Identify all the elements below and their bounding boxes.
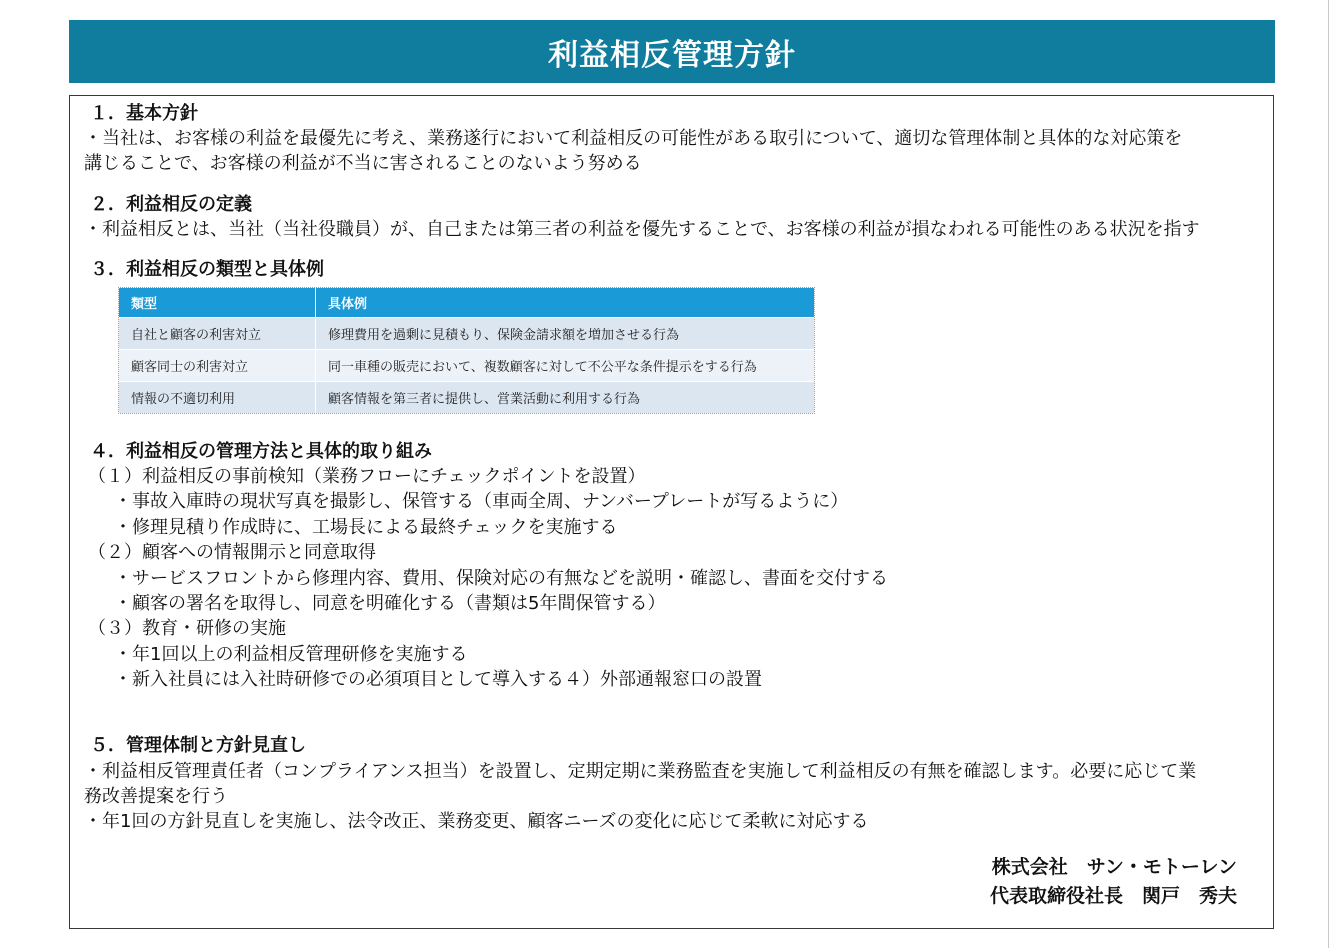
page-title: 利益相反管理方針	[69, 20, 1275, 83]
section-4-subheading: （３）教育・研修の実施	[88, 618, 286, 639]
section-1-heading: １．基本方針	[90, 103, 198, 124]
section-1-line: 講じることで、お客様の利益が不当に害されることのないよう努める	[84, 153, 642, 174]
section-5-heading: ５．管理体制と方針見直し	[90, 735, 306, 756]
table-row	[119, 381, 814, 413]
section-2-heading: ２．利益相反の定義	[90, 194, 252, 215]
signature-representative: 代表取締役社長 関戸 秀夫	[989, 885, 1237, 907]
table-header-row	[119, 288, 814, 317]
table-row	[119, 317, 814, 349]
table-cell-type: 顧客同士の利害対立	[119, 350, 316, 381]
table-cell-type: 自社と顧客の利害対立	[119, 318, 316, 349]
table-cell-type: 情報の不適切利用	[119, 382, 316, 413]
section-4-bullet: ・新入社員には入社時研修での必須項目として導入する４）外部通報窓口の設置	[114, 669, 762, 690]
section-4-subheading: （１）利益相反の事前検知（業務フローにチェックポイントを設置）	[88, 466, 646, 487]
table-header-type: 類型	[119, 288, 316, 317]
section-5-line: ・年1回の方針見直しを実施し、法令改正、業務変更、顧客ニーズの変化に応じて柔軟に対応する	[84, 811, 869, 832]
table-row	[119, 349, 814, 381]
table-header-example: 具体例	[328, 297, 368, 312]
section-4-heading: ４．利益相反の管理方法と具体的取り組み	[90, 441, 432, 462]
section-5-line: ・利益相反管理責任者（コンプライアンス担当）を設置し、定期定期に業務監査を実施して利益相反の有無を確認します。必要に応じて業	[84, 761, 1197, 782]
section-4-bullet: ・事故入庫時の現状写真を撮影し、保管する（車両全周、ナンバープレートが写るように）	[114, 491, 849, 512]
section-4-bullet: ・サービスフロントから修理内容、費用、保険対応の有無などを説明・確認し、書面を交付する	[114, 568, 888, 589]
section-4-bullet: ・顧客の署名を取得し、同意を明確化する（書類は5年間保管する）	[114, 593, 666, 614]
section-4-subheading: （２）顧客への情報開示と同意取得	[88, 542, 376, 563]
conflict-types-table	[118, 287, 815, 414]
signature-company: 株式会社 サン・モトーレン	[991, 856, 1237, 878]
section-5-line: 務改善提案を行う	[84, 786, 228, 807]
policy-content-box	[69, 95, 1274, 929]
table-cell-example: 修理費用を過剰に見積もり、保険金請求額を増加させる行為	[328, 328, 680, 343]
section-3-heading: ３．利益相反の類型と具体例	[90, 259, 324, 280]
page-edge-rule	[1328, 0, 1329, 948]
section-2-line: ・利益相反とは、当社（当社役職員）が、自己または第三者の利益を優先することで、お客様の利益が損なわれる可能性のある状況を指す	[84, 219, 1200, 240]
section-1-line: ・当社は、お客様の利益を最優先に考え、業務遂行において利益相反の可能性がある取引について、適切な管理体制と具体的な対応策を	[84, 128, 1183, 149]
section-4-bullet: ・年1回以上の利益相反管理研修を実施する	[114, 644, 468, 665]
section-4-bullet: ・修理見積り作成時に、工場長による最終チェックを実施する	[114, 517, 618, 538]
table-cell-example: 同一車種の販売において、複数顧客に対して不公平な条件提示をする行為	[328, 360, 757, 375]
table-cell-example: 顧客情報を第三者に提供し、営業活動に利用する行為	[328, 392, 641, 407]
